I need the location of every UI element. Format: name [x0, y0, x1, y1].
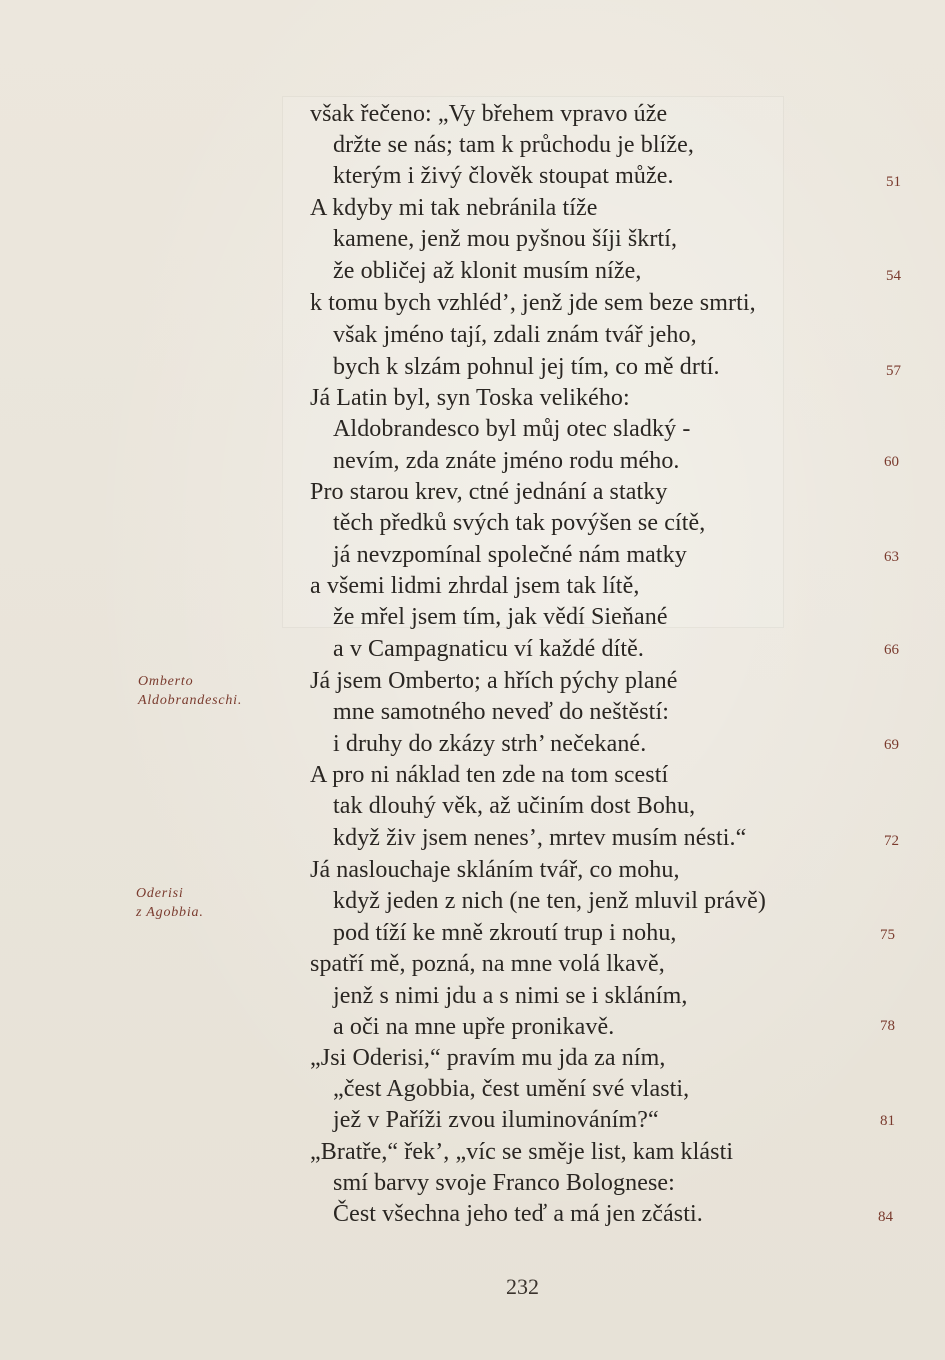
verse-line: A kdyby mi tak nebránila tíže: [310, 195, 598, 221]
verse-line: nevím, zda znáte jméno rodu mého.: [333, 448, 680, 474]
verse-line: však řečeno: „Vy břehem vpravo úže: [310, 101, 668, 127]
line-number: 84: [878, 1209, 893, 1225]
verse-line: mne samotného neveď do neštěstí:: [333, 699, 669, 725]
line-number: 63: [884, 549, 899, 565]
verse-line: smí barvy svoje Franco Bolognese:: [333, 1170, 675, 1196]
marginal-note-line: Oderisi: [136, 886, 184, 901]
verse-line: „Jsi Oderisi,“ pravím mu jda za ním,: [310, 1045, 666, 1071]
verse-line: A pro ni náklad ten zde na tom scestí: [310, 762, 669, 788]
line-number: 81: [880, 1113, 895, 1129]
verse-line: a všemi lidmi zhrdal jsem tak lítě,: [310, 573, 640, 599]
verse-line: že mřel jsem tím, jak vědí Sieňané: [333, 604, 668, 630]
verse-line: když jeden z nich (ne ten, jenž mluvil právě): [333, 888, 766, 914]
line-number: 51: [886, 174, 901, 190]
verse-line: spatří mě, pozná, na mne volá lkavě,: [310, 951, 665, 977]
marginal-note-oderisi: [136, 884, 204, 922]
verse-line: že obličej až klonit musím níže,: [333, 258, 642, 284]
verse-line: Čest všechna jeho teď a má jen zčásti.: [333, 1201, 703, 1227]
line-number: 75: [880, 927, 895, 943]
verse-line: kterým i živý člověk stoupat může.: [333, 163, 674, 189]
verse-line: a v Campagnaticu ví každé dítě.: [333, 636, 644, 662]
verse-line: já nevzpomínal společné nám matky: [333, 542, 687, 568]
verse-line: „Bratře,“ řek’, „víc se směje list, kam klásti: [310, 1139, 734, 1165]
marginal-note-line: Omberto: [138, 674, 194, 689]
line-number: 72: [884, 833, 899, 849]
verse-line: kamene, jenž mou pyšnou šíji škrtí,: [333, 226, 678, 252]
verse-line: Aldobrandesco byl můj otec sladký -: [333, 416, 691, 442]
verse-line: však jméno tají, zdali znám tvář jeho,: [333, 322, 697, 348]
line-number: 57: [886, 363, 901, 379]
marginal-note-line: Aldobrandeschi.: [138, 693, 243, 708]
verse-line: Já Latin byl, syn Toska velikého:: [310, 385, 630, 411]
page-number: 232: [506, 1274, 539, 1299]
verse-line: jenž s nimi jdu a s nimi se i skláním,: [333, 983, 688, 1009]
verse-line: jež v Paříži zvou iluminováním?“: [333, 1107, 659, 1133]
verse-line: když živ jsem nenes’, mrtev musím nésti.“: [333, 825, 747, 851]
verse-line: Pro starou krev, ctné jednání a statky: [310, 479, 668, 505]
verse-line: a oči na mne upře pronikavě.: [333, 1014, 615, 1040]
verse-line: tak dlouhý věk, až učiním dost Bohu,: [333, 793, 696, 819]
line-number: 69: [884, 737, 899, 753]
verse-line: „čest Agobbia, čest umění své vlasti,: [333, 1076, 690, 1102]
verse-line: těch předků svých tak povýšen se cítě,: [333, 510, 706, 536]
line-number: 66: [884, 642, 899, 658]
line-number: 78: [880, 1018, 895, 1034]
verse-line: držte se nás; tam k průchodu je blíže,: [333, 132, 695, 158]
verse-line: bych k slzám pohnul jej tím, co mě drtí.: [333, 354, 720, 380]
line-number: 60: [884, 454, 899, 470]
verse-line: Já jsem Omberto; a hřích pýchy plané: [310, 668, 678, 694]
verse-line: k tomu bych vzhléd’, jenž jde sem beze smrti,: [310, 290, 756, 316]
verse-line: pod tíží ke mně zkroutí trup i nohu,: [333, 920, 677, 946]
marginal-note-line: z Agobbia.: [136, 905, 204, 920]
verse-line: i druhy do zkázy strh’ nečekané.: [333, 731, 647, 757]
line-number: 54: [886, 268, 901, 284]
marginal-note-omberto: [138, 672, 242, 710]
verse-line: Já naslouchaje skláním tvář, co mohu,: [310, 857, 680, 883]
